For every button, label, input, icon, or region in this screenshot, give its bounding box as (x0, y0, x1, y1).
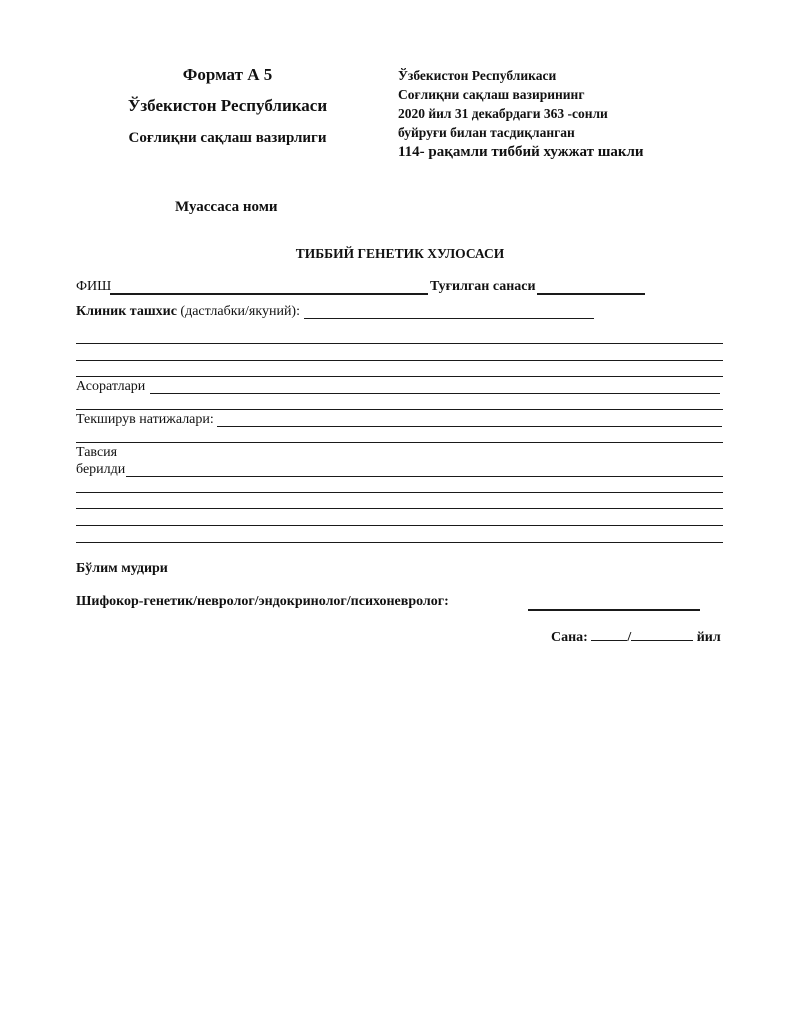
date-separator: / (627, 630, 632, 645)
birth-date-field[interactable] (537, 293, 645, 295)
head-of-department-label: Бўлим мудири (76, 561, 168, 576)
recommendation-label: Тавсия (76, 445, 118, 460)
year-label: йил (696, 630, 721, 645)
diagnosis-label-rest: (дастлабки/якуний): (176, 304, 300, 319)
diagnosis-field[interactable] (304, 318, 594, 319)
fio-label: ФИШ (76, 279, 112, 294)
complications-label: Асоратлари (76, 379, 146, 394)
diagnosis-label (76, 304, 300, 320)
format-label: Формат А 5 (182, 65, 273, 84)
document-title: ТИББИЙ ГЕНЕТИК ХУЛОСАСИ (295, 246, 505, 261)
diagnosis-field-line[interactable] (76, 360, 723, 361)
date-month-field[interactable] (631, 626, 693, 641)
complications-field-line[interactable] (76, 409, 723, 410)
complications-field[interactable] (150, 393, 720, 394)
recommendation-field[interactable] (126, 476, 723, 477)
doctor-signature-field[interactable] (528, 609, 700, 611)
date-day-field[interactable] (591, 626, 627, 641)
approval-line-1: Ўзбекистон Республикаси (398, 68, 557, 83)
ministry-heading: Соғлиқни сақлаш вазирлиги (128, 130, 327, 146)
recommendation-field-line[interactable] (76, 492, 723, 493)
date-label: Сана: (551, 630, 588, 645)
recommendation-label-cont: берилди (76, 462, 126, 477)
birth-date-label: Туғилган санаси (430, 279, 536, 294)
recommendation-field-line[interactable] (76, 525, 723, 526)
approval-line-4: буйруғи билан тасдиқланган (398, 125, 575, 140)
exam-results-field[interactable] (217, 426, 722, 427)
date-row (551, 626, 721, 646)
republic-heading: Ўзбекистон Республикаси (127, 96, 328, 115)
diagnosis-label-bold: Клиник ташхис (76, 304, 177, 319)
approval-line-3: 2020 йил 31 декабрдаги 363 -сонли (398, 106, 608, 121)
recommendation-field-line[interactable] (76, 542, 723, 543)
approval-line-2: Соғлиқни сақлаш вазирининг (398, 87, 585, 102)
recommendation-field-line[interactable] (76, 508, 723, 509)
fio-field[interactable] (110, 293, 428, 295)
doctor-label: Шифокор-генетик/невролог/эндокринолог/психоневролог: (76, 594, 449, 609)
form-number-line: 114- рақамли тиббий хужжат шакли (398, 144, 644, 160)
exam-results-field-line[interactable] (76, 442, 723, 443)
exam-results-label: Текширув натижалари: (76, 412, 214, 427)
institution-label: Муассаса номи (175, 199, 278, 215)
diagnosis-field-line[interactable] (76, 376, 723, 377)
diagnosis-field-line[interactable] (76, 343, 723, 344)
